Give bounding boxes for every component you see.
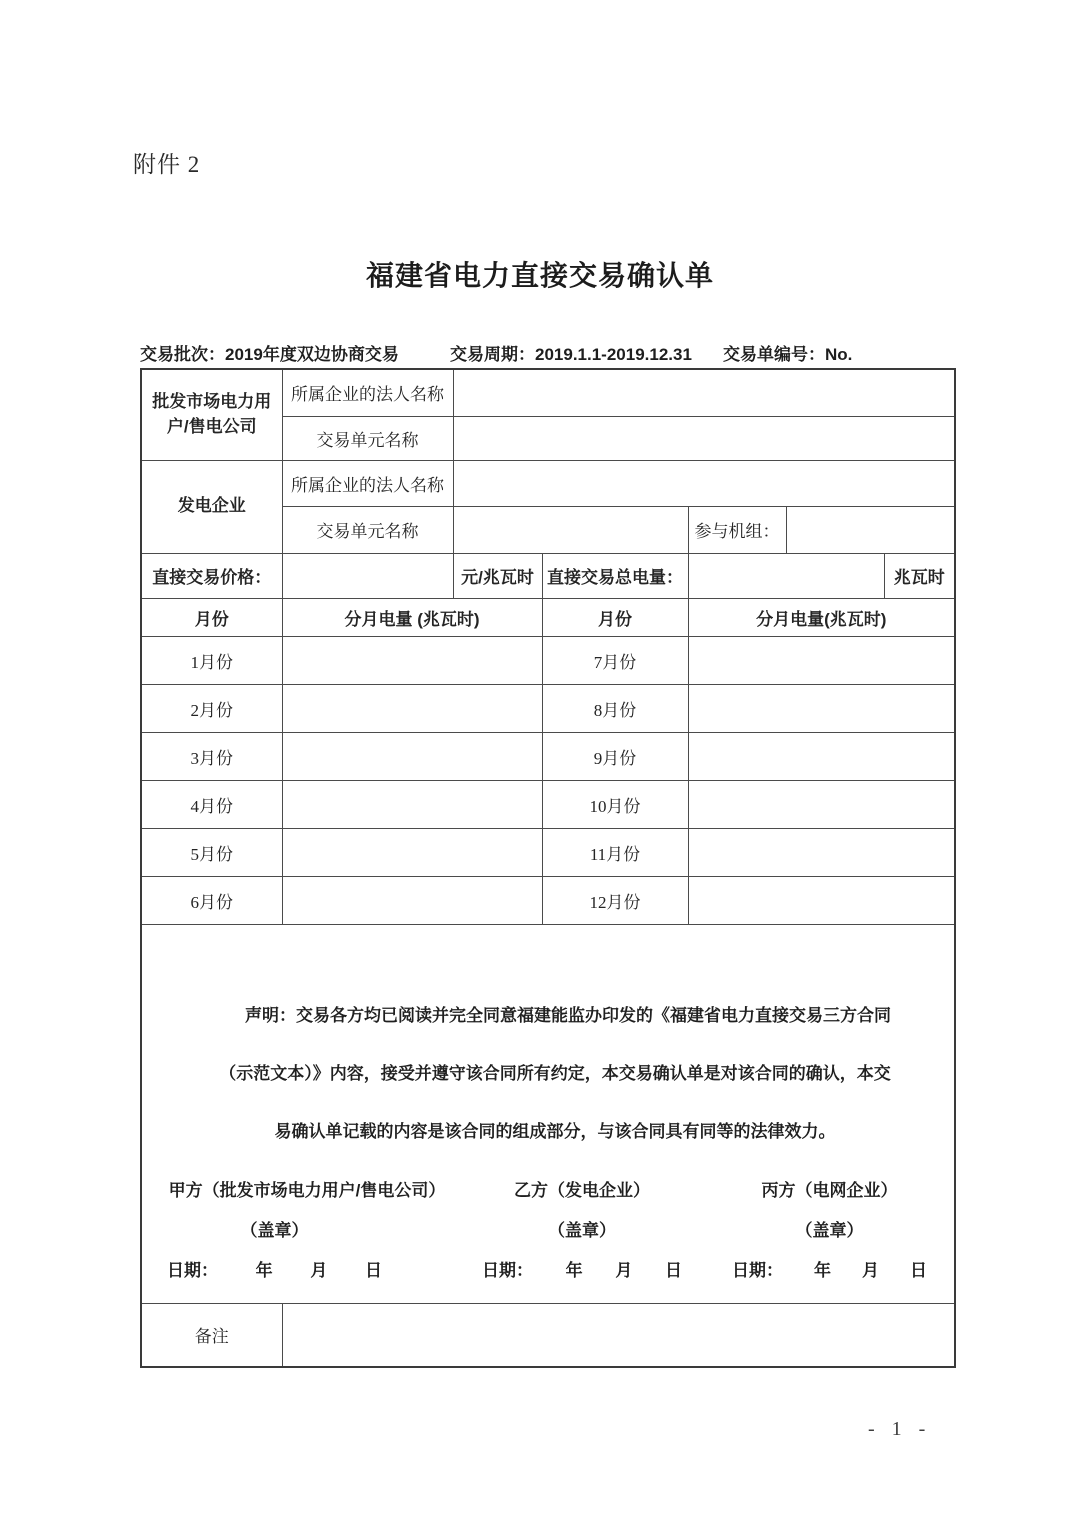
- month-energy-value-cell: [282, 780, 542, 828]
- month-header-right: 月份: [542, 598, 688, 636]
- party-a-seal-date-block: [167, 1211, 382, 1291]
- declaration-row: [141, 924, 955, 1303]
- generator-unit-name-label: 交易单元名称: [282, 506, 453, 553]
- year-label: 年: [814, 1260, 831, 1280]
- participating-units-label: 参与机组：: [688, 506, 786, 553]
- month-label-cell: 11月份: [542, 828, 688, 876]
- price-row: [141, 553, 955, 598]
- party-a-name: 甲方（批发市场电力用户/售电公司）: [168, 1180, 446, 1200]
- month-label-cell: 8月份: [542, 684, 688, 732]
- date-label: 日期：: [732, 1260, 783, 1280]
- declaration-line: 易确认单记载的内容是该合同的组成部分，与该合同具有同等的法律效力。: [274, 1121, 836, 1141]
- month-energy-value-cell: [282, 876, 542, 924]
- declaration-line: （示范文本）》内容，接受并遵守该合同所有约定，本交易确认单是对该合同的确认，本交: [219, 1063, 891, 1083]
- buyer-legal-name-value-cell: [453, 369, 955, 416]
- trade-period-label: 交易周期：2019.1.1-2019.12.31: [450, 345, 692, 364]
- declaration-line: 声明：交易各方均已阅读并完全同意福建能监办印发的《福建省电力直接交易三方合同: [245, 1005, 891, 1025]
- party-b-seal-date-block: [482, 1211, 682, 1291]
- month-row-1: [141, 636, 955, 684]
- signature-party-b: [482, 1171, 682, 1291]
- remark-label: 备注: [141, 1303, 282, 1367]
- month-label: 月: [615, 1260, 633, 1280]
- buyer-legal-name-label: 所属企业的法人名称: [282, 369, 453, 416]
- month-label-cell: 12月份: [542, 876, 688, 924]
- total-energy-label: 直接交易总电量：: [542, 553, 688, 598]
- party-c-date-line: [732, 1251, 927, 1291]
- month-energy-value-cell: [282, 732, 542, 780]
- date-label: 日期：: [482, 1260, 533, 1280]
- party-c-seal-date-block: [732, 1211, 927, 1291]
- month-label-cell: 5月份: [141, 828, 282, 876]
- month-energy-value-cell: [282, 828, 542, 876]
- direct-trade-price-label: 直接交易价格：: [141, 553, 282, 598]
- month-label: 月: [310, 1260, 328, 1280]
- price-unit-label: 元/兆瓦时: [453, 553, 542, 598]
- party-b-name: 乙方（发电企业）: [514, 1180, 650, 1200]
- month-row-3: [141, 732, 955, 780]
- generator-legal-name-value-cell: [453, 460, 955, 506]
- month-row-5: [141, 828, 955, 876]
- declaration-paragraph: [206, 987, 904, 1161]
- year-label: 年: [565, 1260, 583, 1280]
- month-energy-value-cell: [282, 636, 542, 684]
- generator-legal-name-label: 所属企业的法人名称: [282, 460, 453, 506]
- page-number: - 1 -: [868, 1418, 932, 1440]
- signature-party-a: [167, 1171, 447, 1291]
- buyer-legal-name-row: [141, 369, 955, 416]
- total-energy-unit-label: 兆瓦时: [884, 553, 955, 598]
- declaration-cell: [141, 924, 955, 1303]
- month-label-cell: 3月份: [141, 732, 282, 780]
- month-label-cell: 10月份: [542, 780, 688, 828]
- trade-batch-label: 交易批次：2019年度双边协商交易: [140, 345, 399, 364]
- month-label-cell: 1月份: [141, 636, 282, 684]
- month-energy-value-cell: [688, 732, 955, 780]
- confirmation-form-table: [140, 368, 956, 1368]
- month-header-row: [141, 598, 955, 636]
- energy-header-left: 分月电量 (兆瓦时): [282, 598, 542, 636]
- month-label-cell: 7月份: [542, 636, 688, 684]
- month-energy-value-cell: [688, 780, 955, 828]
- remark-row: [141, 1303, 955, 1367]
- participating-units-value-cell: [786, 506, 955, 553]
- buyer-unit-name-label: 交易单元名称: [282, 416, 453, 460]
- trade-number-label: 交易单编号：No.: [723, 345, 853, 364]
- signature-party-c: [732, 1171, 927, 1291]
- month-row-6: [141, 876, 955, 924]
- month-energy-value-cell: [688, 828, 955, 876]
- party-b-date-line: [482, 1251, 682, 1291]
- day-label: 日: [364, 1260, 382, 1280]
- attachment-label: 附件 2: [133, 152, 201, 177]
- party-a-seal-label: （盖章）: [240, 1220, 309, 1240]
- month-label-cell: 6月份: [141, 876, 282, 924]
- day-label: 日: [910, 1260, 927, 1280]
- generator-row-label: 发电企业: [141, 460, 282, 553]
- signature-section: [142, 1171, 954, 1291]
- month-energy-value-cell: [282, 684, 542, 732]
- total-energy-value-cell: [688, 553, 884, 598]
- date-label: 日期：: [167, 1260, 218, 1280]
- year-label: 年: [255, 1260, 273, 1280]
- month-row-4: [141, 780, 955, 828]
- party-c-seal-label: （盖章）: [795, 1220, 864, 1240]
- remark-value-cell: [282, 1303, 955, 1367]
- party-a-date-line: [167, 1251, 382, 1291]
- party-b-seal-label: （盖章）: [548, 1220, 616, 1240]
- buyer-unit-name-value-cell: [453, 416, 955, 460]
- page-title: 福建省电力直接交易确认单: [365, 260, 714, 291]
- month-label: 月: [862, 1260, 879, 1280]
- day-label: 日: [664, 1260, 682, 1280]
- month-label-cell: 2月份: [141, 684, 282, 732]
- month-label-cell: 9月份: [542, 732, 688, 780]
- month-row-2: [141, 684, 955, 732]
- month-energy-value-cell: [688, 876, 955, 924]
- direct-trade-price-value-cell: [282, 553, 453, 598]
- energy-header-right: 分月电量(兆瓦时): [688, 598, 955, 636]
- month-label-cell: 4月份: [141, 780, 282, 828]
- generator-unit-name-value-cell: [453, 506, 688, 553]
- generator-legal-name-row: [141, 460, 955, 506]
- party-c-name: 丙方（电网企业）: [761, 1180, 898, 1200]
- buyer-row-label: 批发市场电力用户/售电公司: [141, 369, 282, 460]
- month-energy-value-cell: [688, 636, 955, 684]
- meta-row: [140, 340, 954, 366]
- month-header-left: 月份: [141, 598, 282, 636]
- month-energy-value-cell: [688, 684, 955, 732]
